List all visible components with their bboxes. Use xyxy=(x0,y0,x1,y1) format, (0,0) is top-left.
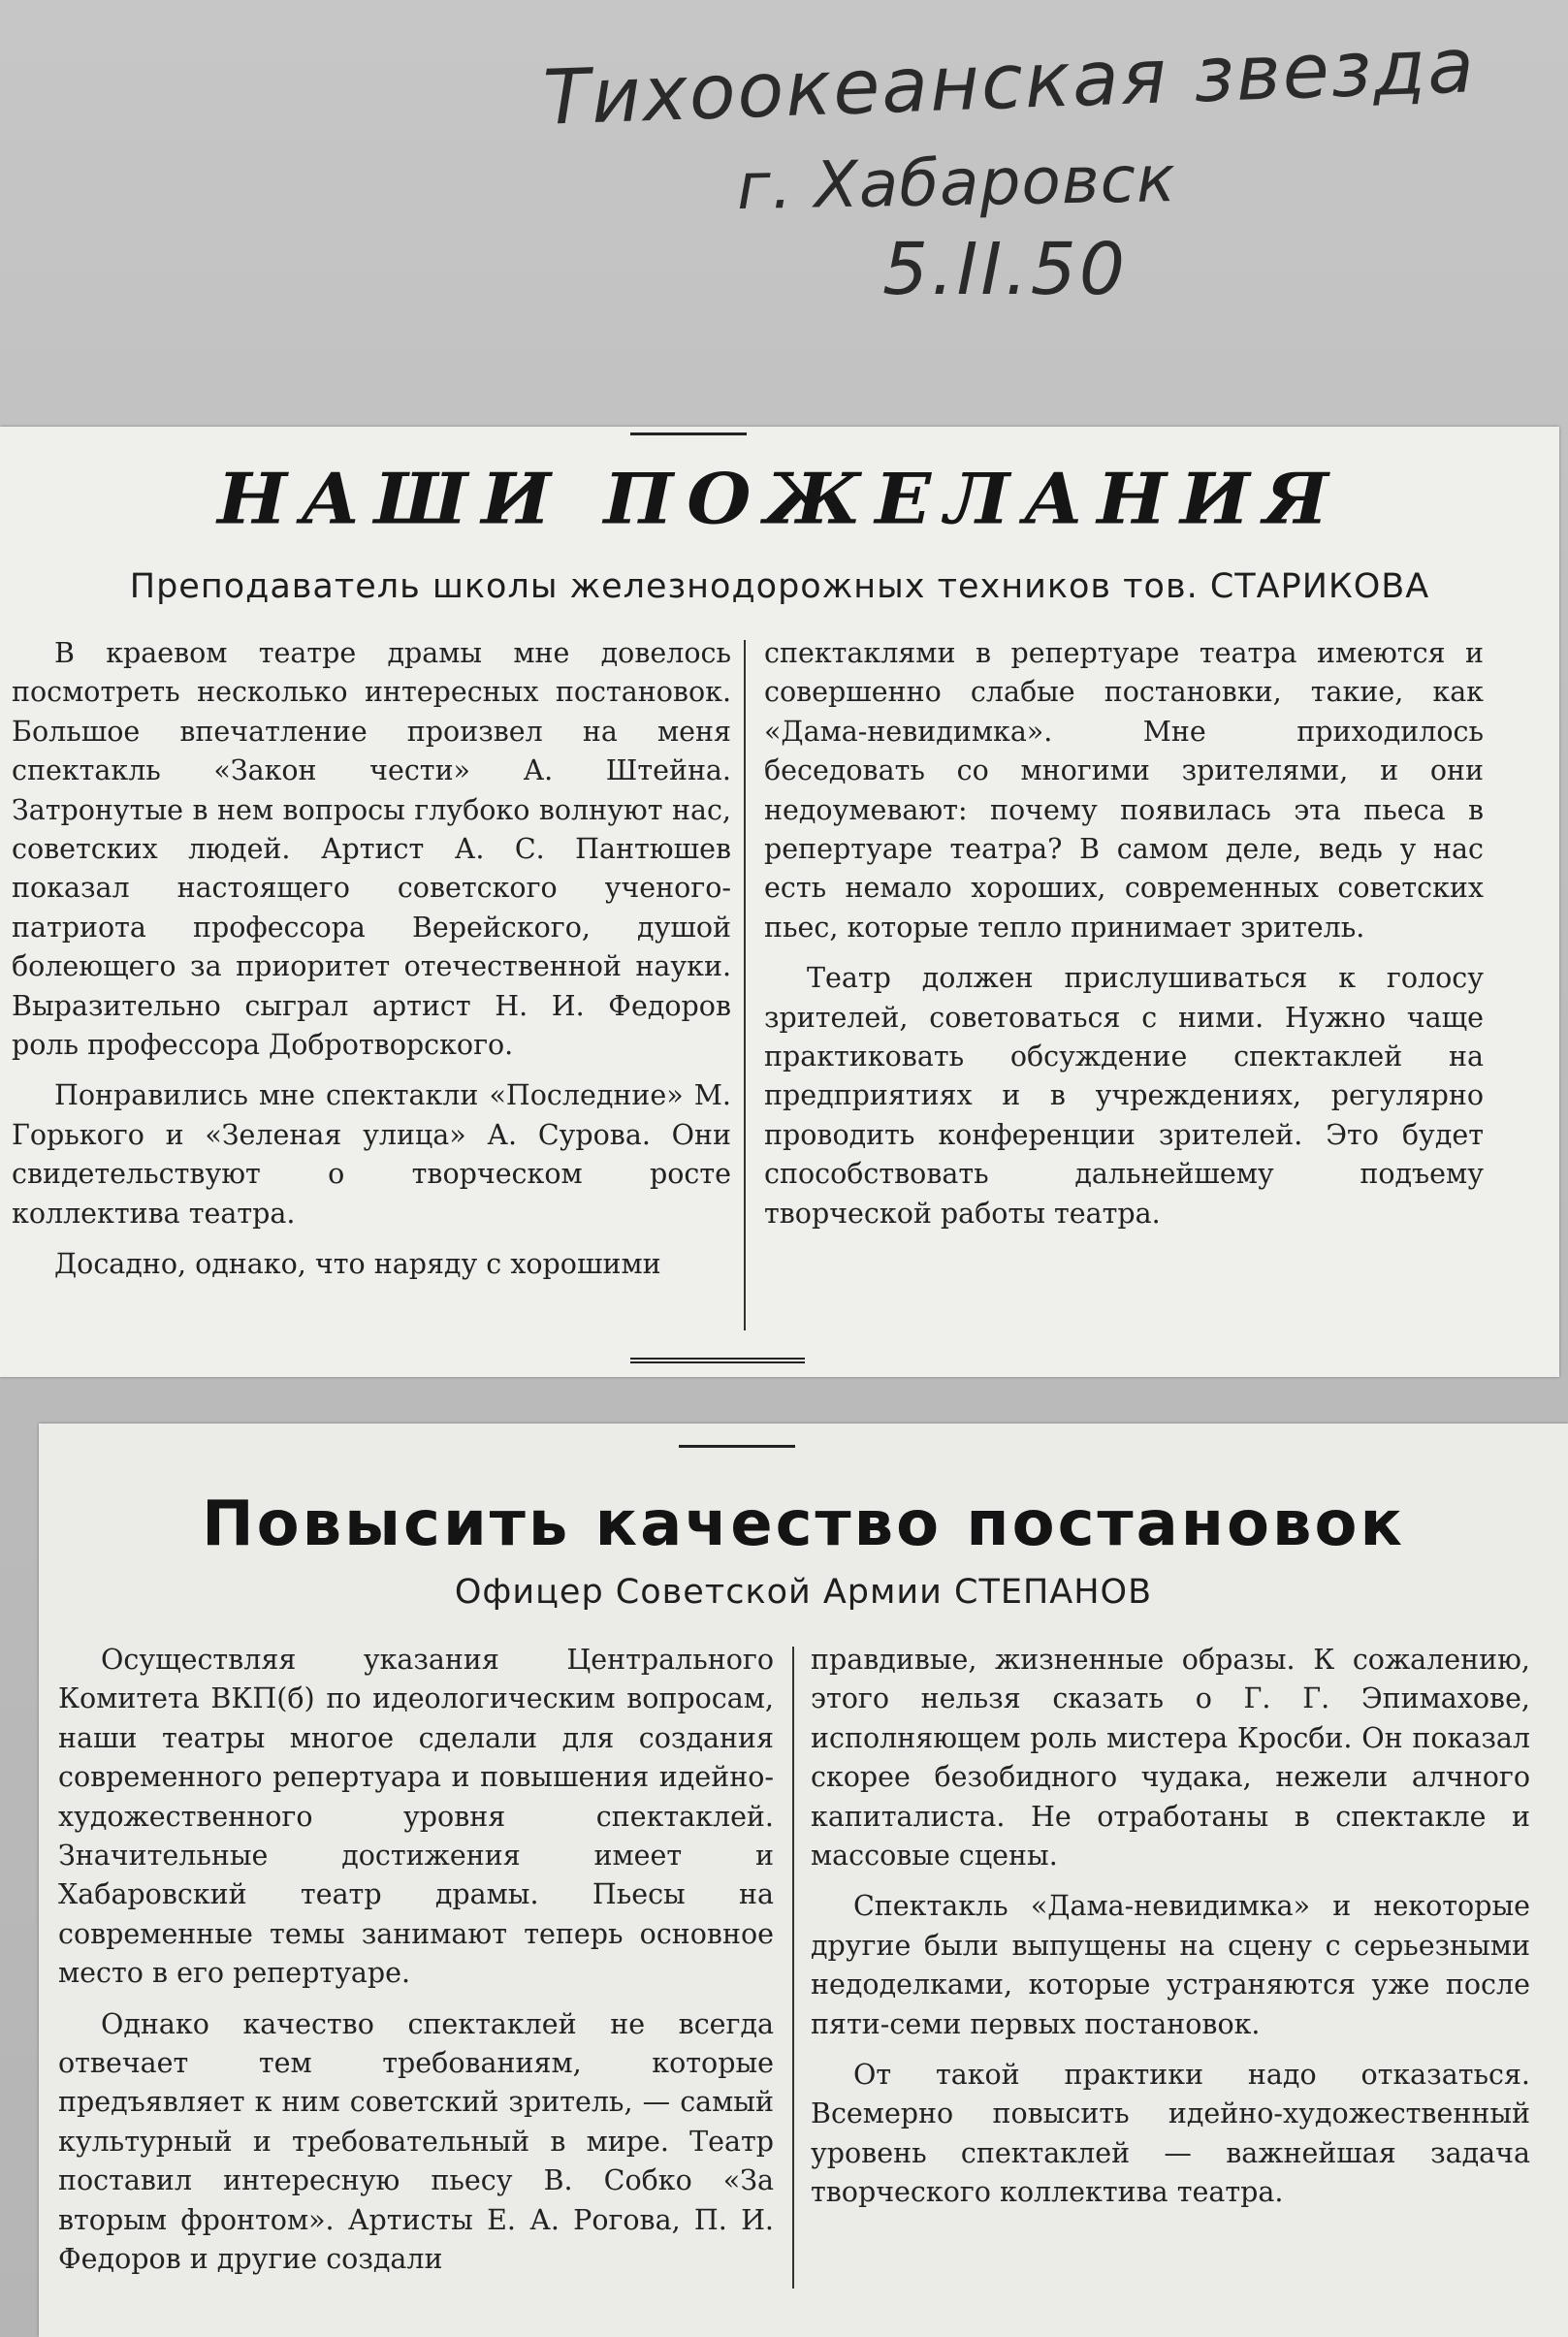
article-2-title: Повысить качество постановок xyxy=(202,1489,1405,1560)
paragraph: Театр должен прислушиваться к голосу зрителей, советоваться с ними. Нужно чаще практиковать обсуждение спектаклей на предприятиях и в учреждениях, регулярно проводить конференции зрителей. Это будет способствовать дальнейшему подъему творческой работы театра. xyxy=(764,962,1484,1230)
column-divider-2 xyxy=(792,1647,794,2289)
paragraph: Спектакль «Дама-невидимка» и некоторые другие были выпущены на сцену с серьезными недоделками, которые устраняются уже после пяти-семи первых постановок. xyxy=(811,1890,1530,2040)
paragraph: Однако качество спектаклей не всегда отвечает тем требованиям, которые предъявляет к ним советский зритель, — самый культурный и требовательный в мире. Театр поставил интересную пьесу В. Собко «За вторым фронтом». Артисты Е. А. Рогова, П. И. Федоров и другие создали xyxy=(58,2007,774,2276)
separator-rule xyxy=(630,1358,805,1363)
article-2-left-column xyxy=(58,1641,774,2280)
column-divider-1 xyxy=(744,640,746,1330)
top-rule-1 xyxy=(630,432,747,435)
article-2-right-column xyxy=(811,1641,1530,2213)
article-1-right-column xyxy=(764,634,1484,1233)
article-1-title: НАШИ ПОЖЕЛАНИЯ xyxy=(217,458,1342,540)
handwritten-note xyxy=(0,0,1568,427)
paragraph: Досадно, однако, что наряду с хорошими xyxy=(54,1248,661,1281)
paragraph: В краевом театре драмы мне довелось посмотреть несколько интересных постановок. Большое впечатление произвел на меня спектакль «Закон чести» А. Штейна. Затронутые в нем вопросы глубоко волнуют нас, советских людей. Артист А. С. Пантюшев показал настоящего советского ученого-патриота профессора Верейского, душой болеющего за приоритет отечественной науки. Выразительно сыграл артист Н. И. Федоров роль профессора Добротворского. xyxy=(12,637,731,1062)
article-1-left-column xyxy=(12,634,731,1285)
top-rule-2 xyxy=(679,1445,795,1448)
paragraph: Осуществляя указания Центрального Комитета ВКП(б) по идеологическим вопросам, наши театры многое сделали для создания современного репертуара и повышения идейно-художественного уровня спектаклей. Значительные достижения имеет и Хабаровский театр драмы. Пьесы на современные темы занимают теперь основное место в его репертуаре. xyxy=(58,1644,774,1990)
article-2-byline: Офицер Советской Армии СТЕПАНОВ xyxy=(454,1573,1153,1612)
paragraph: От такой практики надо отказаться. Всемерно повысить идейно-художественный уровень спектаклей — важнейшая задача творческого коллектива театра. xyxy=(811,2059,1530,2209)
paragraph: правдивые, жизненные образы. К сожалению, этого нельзя сказать о Г. Г. Эпимахове, исполняющем роль мистера Кросби. Он показал скорее безобидного чудака, нежели алчного капиталиста. Не отработаны в спектакле и массовые сцены. xyxy=(811,1644,1530,1873)
paragraph: Понравились мне спектакли «Последние» М. Горького и «Зеленая улица» А. Сурова. Они свидетельствуют о творческом росте коллектива театра. xyxy=(12,1079,731,1230)
paragraph: спектаклями в репертуаре театра имеются и совершенно слабые постановки, такие, как «Дама-невидимка». Мне приходилось беседовать со многими зрителями, и они недоумевают: почему появилась эта пьеса в репертуаре театра? В самом деле, ведь у нас есть немало хороших, современных советских пьес, которые тепло принимает зритель. xyxy=(764,637,1484,944)
handwritten-newspaper-name: Тихоокеанская звезда xyxy=(541,22,1478,143)
handwritten-date: 5.II.50 xyxy=(882,228,1128,311)
handwritten-city: г. Хабаровск xyxy=(736,142,1177,224)
article-1-byline: Преподаватель школы железнодорожных техников тов. СТАРИКОВА xyxy=(129,567,1430,606)
